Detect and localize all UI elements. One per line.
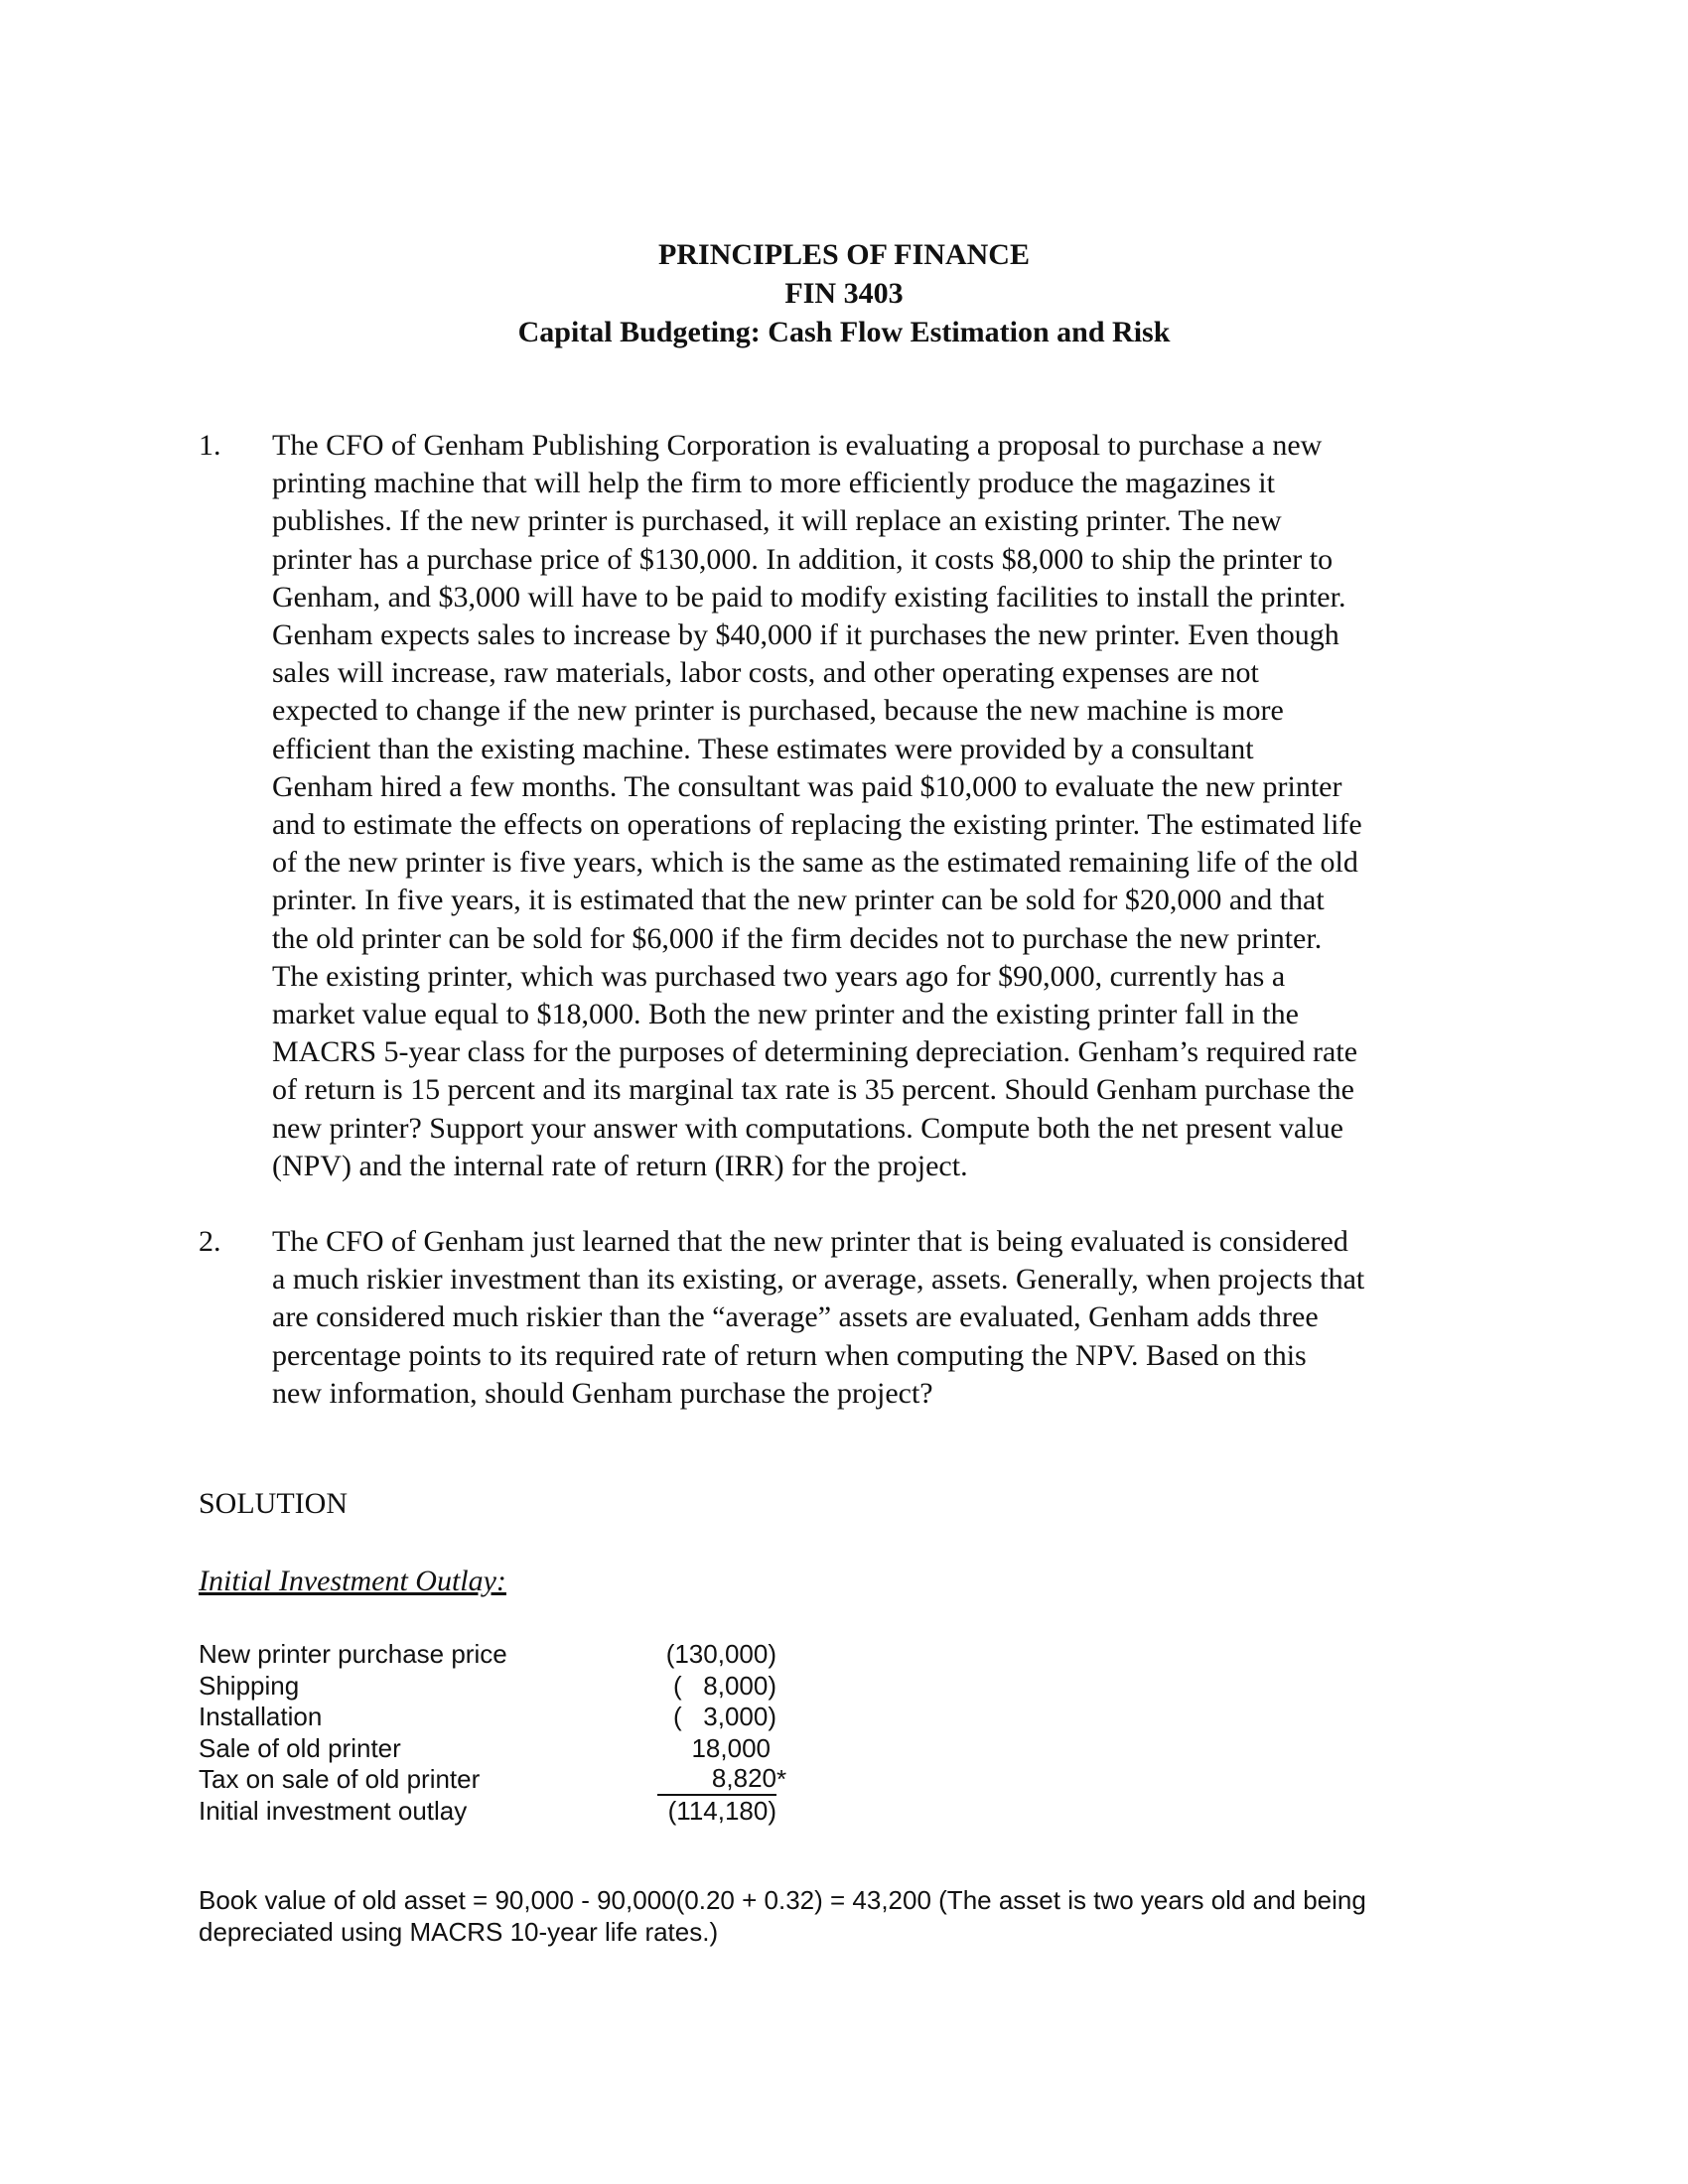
row-amount: ( 8,000) bbox=[672, 1670, 776, 1701]
document-title: PRINCIPLES OF FINANCE bbox=[658, 238, 1030, 271]
text-line: sales will increase, raw materials, labor costs, and other operating expenses are not bbox=[272, 656, 1259, 690]
row-label: New printer purchase price bbox=[199, 1639, 507, 1669]
text-line: a much riskier investment than its existing, or average, assets. Generally, when projects that bbox=[272, 1263, 1365, 1297]
document-subtitle: Capital Budgeting: Cash Flow Estimation and Risk bbox=[517, 316, 1171, 348]
question-number: 2. bbox=[199, 1225, 221, 1258]
text-line: efficient than the existing machine. These estimates were provided by a consultant bbox=[272, 732, 1254, 765]
row-amount: 18,000 bbox=[691, 1732, 771, 1763]
text-line: the old printer can be sold for $6,000 if the firm decides not to purchase the new printer. bbox=[272, 921, 1323, 955]
book-value-note bbox=[199, 1884, 1489, 1948]
row-amount: (130,000) bbox=[665, 1639, 776, 1669]
text-line: The existing printer, which was purchased two years ago for $90,000, currently has a bbox=[272, 959, 1286, 993]
note-line: depreciated using MACRS 10-year life rates.) bbox=[199, 1917, 719, 1947]
text-line: The CFO of Genham just learned that the new printer that is being evaluated is considered bbox=[272, 1225, 1348, 1258]
solution-heading: SOLUTION bbox=[199, 1487, 348, 1520]
row-amount: (114,180) bbox=[667, 1795, 776, 1826]
text-line: market value equal to $18,000. Both the new printer and the existing printer fall in the bbox=[272, 998, 1299, 1031]
text-line: of the new printer is five years, which is the same as the estimated remaining life of the old bbox=[272, 846, 1358, 880]
table-row bbox=[199, 1639, 794, 1671]
row-label: Sale of old printer bbox=[199, 1732, 401, 1763]
text-line: Genham expects sales to increase by $40,000 if it purchases the new printer. Even though bbox=[272, 618, 1339, 652]
row-label: Initial investment outlay bbox=[199, 1795, 468, 1826]
text-line: printer has a purchase price of $130,000. In addition, it costs $8,000 to ship the printer to bbox=[272, 542, 1334, 576]
text-line: new information, should Genham purchase the project? bbox=[272, 1376, 933, 1410]
document-header bbox=[0, 235, 1688, 351]
text-line: MACRS 5-year class for the purposes of determining depreciation. Genham’s required rate bbox=[272, 1035, 1358, 1069]
text-line: Genham, and $3,000 will have to be paid to modify existing facilities to install the printer. bbox=[272, 580, 1346, 614]
question-text bbox=[272, 1223, 1493, 1413]
text-line: percentage points to its required rate of return when computing the NPV. Based on this bbox=[272, 1338, 1307, 1372]
table-row bbox=[199, 1733, 794, 1765]
row-amount: 8,820 bbox=[657, 1764, 776, 1796]
row-label: Shipping bbox=[199, 1670, 300, 1701]
text-line: publishes. If the new printer is purchased, it will replace an existing printer. The new bbox=[272, 504, 1282, 538]
text-line: printing machine that will help the firm to more efficiently produce the magazines it bbox=[272, 467, 1275, 500]
table-row bbox=[199, 1764, 794, 1796]
text-line: The CFO of Genham Publishing Corporation is evaluating a proposal to purchase a new bbox=[272, 429, 1323, 462]
text-line: of return is 15 percent and its marginal tax rate is 35 percent. Should Genham purchase the bbox=[272, 1073, 1354, 1107]
note-line: Book value of old asset = 90,000 - 90,000(0.20 + 0.32) = 43,200 (The asset is two years old and being bbox=[199, 1885, 1366, 1915]
table-row bbox=[199, 1702, 794, 1733]
question-text bbox=[272, 427, 1493, 1185]
course-code: FIN 3403 bbox=[784, 277, 904, 310]
row-amount: ( 3,000) bbox=[672, 1702, 776, 1731]
investment-outlay-table bbox=[199, 1639, 794, 1827]
text-line: printer. In five years, it is estimated that the new printer can be sold for $20,000 and that bbox=[272, 884, 1325, 917]
text-line: and to estimate the effects on operations of replacing the existing printer. The estimated life bbox=[272, 808, 1362, 842]
text-line: Genham hired a few months. The consultant was paid $10,000 to evaluate the new printer bbox=[272, 769, 1342, 803]
row-label: Tax on sale of old printer bbox=[199, 1764, 481, 1794]
text-line: (NPV) and the internal rate of return (IRR) for the project. bbox=[272, 1149, 968, 1182]
text-line: are considered much riskier than the “average” assets are evaluated, Genham adds three bbox=[272, 1300, 1319, 1334]
table-row bbox=[199, 1796, 794, 1828]
text-line: expected to change if the new printer is purchased, because the new machine is more bbox=[272, 694, 1284, 728]
row-label: Installation bbox=[199, 1702, 323, 1731]
table-row bbox=[199, 1671, 794, 1703]
footnote-marker: * bbox=[776, 1764, 787, 1794]
question-number: 1. bbox=[199, 429, 221, 462]
section-title: Initial Investment Outlay: bbox=[199, 1565, 506, 1597]
text-line: new printer? Support your answer with computations. Compute both the net present value bbox=[272, 1111, 1343, 1145]
